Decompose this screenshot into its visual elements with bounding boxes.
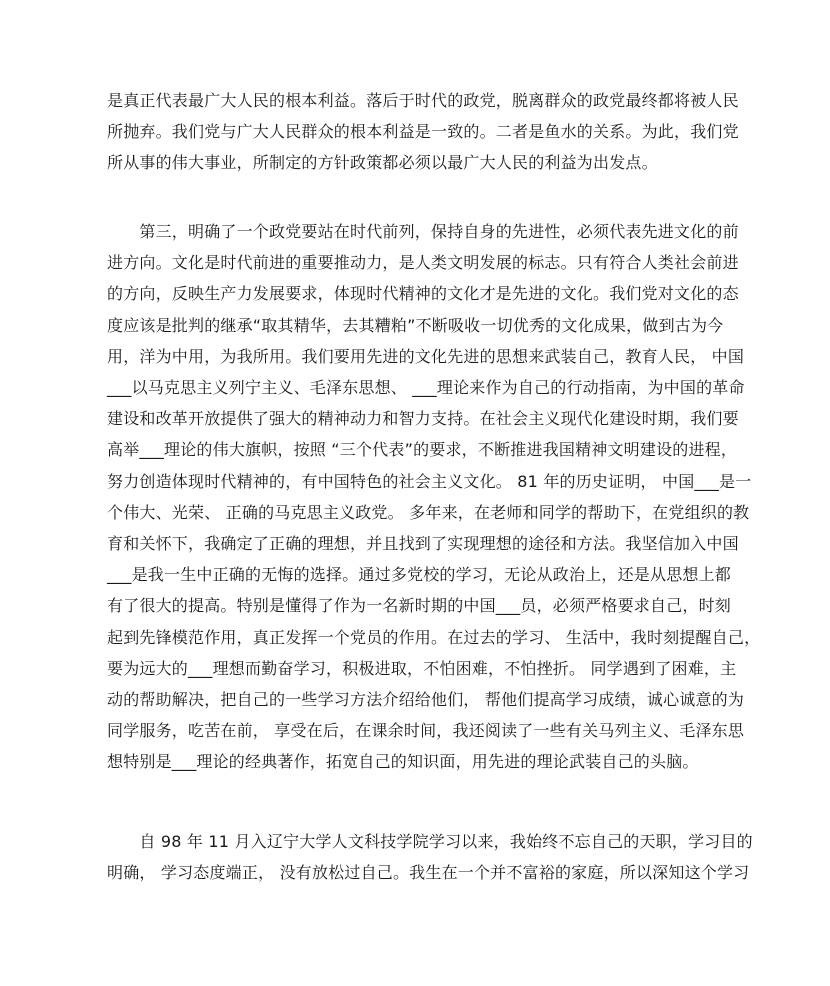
text-line: 是真正代表最广大人民的根本利益。落后于时代的政党，脱离群众的政党最终都将被人民 <box>107 91 739 110</box>
text-line: 明确， 学习态度端正， 没有放松过自己。我生在一个并不富裕的家庭，所以深知这个学习 <box>107 863 750 883</box>
text-line: 想特别是___理论的经典著作，拓宽自己的知识面，用先进的理论武装自己的头脑。 <box>107 752 699 772</box>
text-line: ___是我一生中正确的无悔的选择。通过多党校的学习，无论从政治上，还是从思想上都 <box>107 565 732 585</box>
text-line: 进方向。文化是时代前进的重要推动力，是人类文明发展的标志。只有符合人类社会前进 <box>107 253 739 273</box>
paragraph-study-since-98 <box>107 826 753 888</box>
text-line: 有了很大的提高。特别是懂得了作为一名新时期的中国___员，必须严格要求自己，时刻 <box>107 596 732 616</box>
text-line: ___以马克思主义列宁主义、毛泽东思想、 ___理论来作为自己的行动指南，为中国的革命 <box>107 378 745 398</box>
text-line: 育和关怀下，我确定了正确的理想，并且找到了实现理想的途径和方法。我坚信加入中国 <box>107 534 739 554</box>
text-line: 的方向，反映生产力发展要求，体现时代精神的文化才是先进的文化。我们党对文化的态 <box>107 284 739 304</box>
text-line: 高举___理论的伟大旗帜，按照 “三个代表”的要求，不断推进我国精神文明建设的进程， <box>107 440 738 460</box>
text-line: 度应该是批判的继承“取其精华，去其糟粕”不断吸收一切优秀的文化成果，做到古为今 <box>107 315 724 335</box>
text-line: 起到先锋模范作用，真正发挥一个党员的作用。在过去的学习、 生活中，我时刻提醒自己， <box>107 627 761 647</box>
text-line: 要为远大的___理想而勤奋学习，积极进取，不怕困难，不怕挫折。 同学遇到了困难，主 <box>107 658 737 678</box>
paragraph-continuation <box>107 85 747 179</box>
text-line: 用，洋为中用，为我所用。我们要用先进的文化先进的思想来武装自己，教育人民， 中国 <box>107 346 745 366</box>
text-line: 第三，明确了一个政党要站在时代前列，保持自身的先进性，必须代表先进文化的前 <box>107 222 739 241</box>
text-line: 动的帮助解决，把自己的一些学习方法介绍给他们， 帮他们提高学习成绩，诚心诚意的为 <box>107 690 745 710</box>
text-line: 努力创造体现时代精神的，有中国特色的社会主义文化。 81 年的历史证明， 中国___是一 <box>107 471 752 491</box>
text-line: 自 98 年 11 月入辽宁大学人文科技学院学习以来，我始终不忘自己的天职，学习目的 <box>107 832 753 851</box>
text-line: 个伟大、光荣、 正确的马克思主义政党。 多年来，在老师和同学的帮助下，在党组织的教 <box>107 502 750 522</box>
text-line: 建设和改革开放提供了强大的精神动力和智力支持。在社会主义现代化建设时期，我们要 <box>107 409 739 429</box>
text-line: 所从事的伟大事业，所制定的方针政策都必须以最广大人民的利益为出发点。 <box>107 153 658 173</box>
text-line: 同学服务，吃苦在前， 享受在后，在课余时间，我还阅读了一些有关马列主义、毛泽东思 <box>107 721 745 741</box>
text-line: 所抛弃。我们党与广大人民群众的根本利益是一致的。二者是鱼水的关系。为此，我们党 <box>107 122 739 142</box>
paragraph-third-point <box>107 216 761 778</box>
